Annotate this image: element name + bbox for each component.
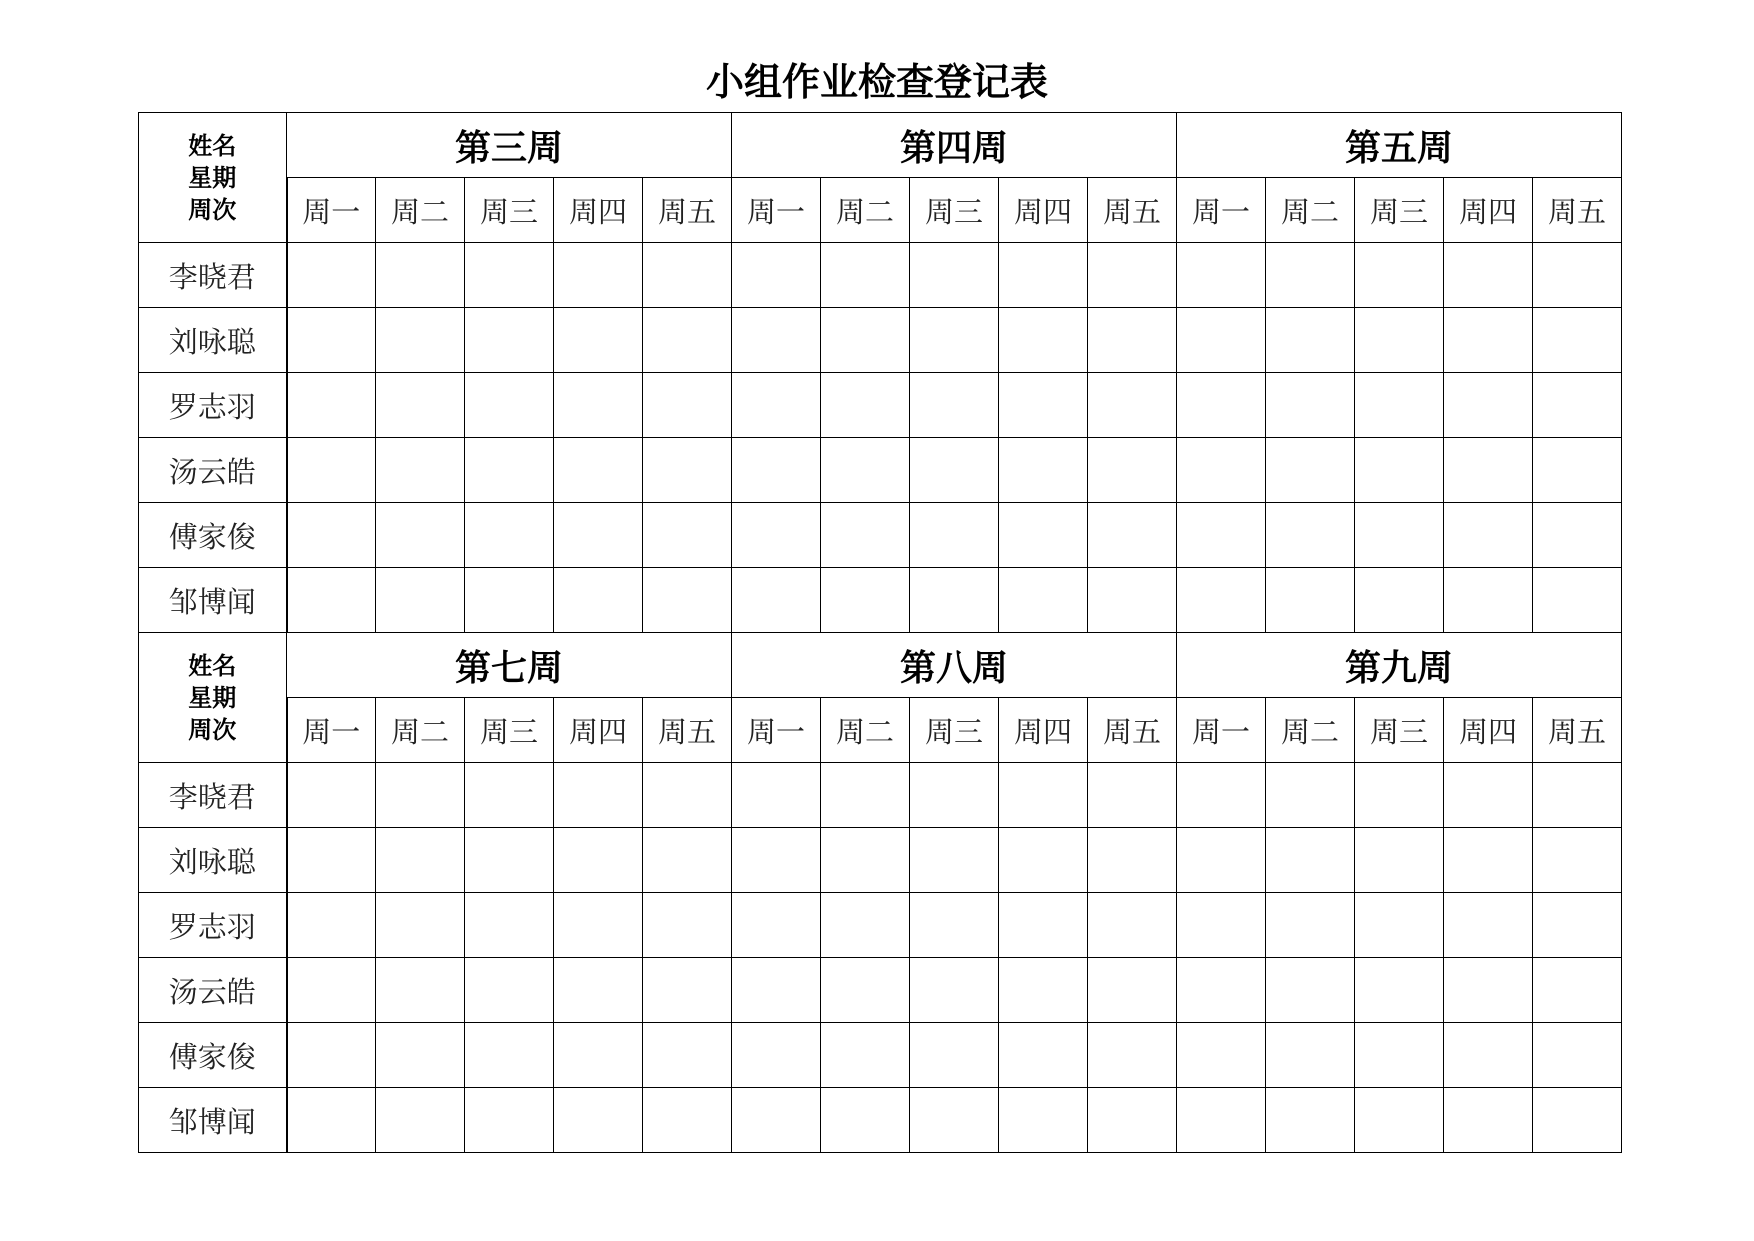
day-header: 周四 [1444,698,1533,763]
check-cell[interactable] [821,1023,910,1088]
student-name: 邹博闻 [139,1088,287,1153]
table-row [139,503,1622,568]
check-cell[interactable] [821,568,910,633]
header-corner-cell [139,633,287,763]
check-cell[interactable] [732,243,821,308]
check-cell[interactable] [554,1023,643,1088]
week-header: 第三周 [287,113,732,178]
header-corner-label: 星期 [188,162,237,192]
table-row [139,373,1622,438]
check-cell[interactable] [376,893,465,958]
check-cell[interactable] [1444,828,1533,893]
day-header-row [139,178,1622,243]
check-cell[interactable] [732,1088,821,1153]
check-cell[interactable] [1266,763,1355,828]
check-cell[interactable] [999,893,1088,958]
check-cell[interactable] [1177,1088,1266,1153]
check-cell[interactable] [376,243,465,308]
week-header-row [139,633,1622,698]
table-row [139,1088,1622,1153]
check-cell[interactable] [1177,828,1266,893]
check-cell[interactable] [999,1023,1088,1088]
check-cell[interactable] [643,373,732,438]
day-header: 周五 [643,178,732,243]
check-cell[interactable] [1444,763,1533,828]
check-cell[interactable] [732,373,821,438]
student-name: 傅家俊 [139,503,287,568]
day-header: 周一 [287,178,376,243]
day-header: 周一 [1177,698,1266,763]
check-cell[interactable] [643,763,732,828]
check-cell[interactable] [643,893,732,958]
check-cell[interactable] [1177,568,1266,633]
check-cell[interactable] [1533,373,1622,438]
check-cell[interactable] [376,568,465,633]
check-cell[interactable] [821,438,910,503]
check-cell[interactable] [1444,568,1533,633]
check-cell[interactable] [732,763,821,828]
check-cell[interactable] [1355,438,1444,503]
check-cell[interactable] [1355,568,1444,633]
table-row [139,958,1622,1023]
student-name: 刘咏聪 [139,828,287,893]
header-corner-label: 周次 [188,714,237,744]
check-cell[interactable] [1355,243,1444,308]
check-cell[interactable] [287,243,376,308]
student-name: 邹博闻 [139,568,287,633]
check-cell[interactable] [732,438,821,503]
check-cell[interactable] [999,243,1088,308]
check-cell[interactable] [732,1023,821,1088]
check-cell[interactable] [1355,308,1444,373]
check-cell[interactable] [1088,893,1177,958]
check-cell[interactable] [1266,308,1355,373]
check-cell[interactable] [732,828,821,893]
check-cell[interactable] [999,763,1088,828]
check-cell[interactable] [287,373,376,438]
check-cell[interactable] [999,503,1088,568]
check-cell[interactable] [1177,503,1266,568]
check-cell[interactable] [732,893,821,958]
check-cell[interactable] [643,828,732,893]
check-cell[interactable] [1444,958,1533,1023]
check-cell[interactable] [1088,1023,1177,1088]
check-cell[interactable] [910,243,999,308]
check-cell[interactable] [554,308,643,373]
check-cell[interactable] [910,308,999,373]
check-cell[interactable] [732,958,821,1023]
check-cell[interactable] [1088,763,1177,828]
check-cell[interactable] [999,373,1088,438]
check-cell[interactable] [376,958,465,1023]
check-cell[interactable] [465,958,554,1023]
day-header: 周四 [999,178,1088,243]
check-cell[interactable] [1355,1088,1444,1153]
table-row [139,828,1622,893]
week-header: 第四周 [732,113,1177,178]
check-cell[interactable] [1355,763,1444,828]
check-cell[interactable] [910,1088,999,1153]
check-cell[interactable] [643,1088,732,1153]
check-cell[interactable] [1266,1088,1355,1153]
check-cell[interactable] [1444,438,1533,503]
check-cell[interactable] [732,308,821,373]
day-header: 周一 [732,698,821,763]
check-cell[interactable] [554,958,643,1023]
day-header: 周二 [376,698,465,763]
check-cell[interactable] [1355,893,1444,958]
check-cell[interactable] [1444,243,1533,308]
check-cell[interactable] [910,763,999,828]
check-cell[interactable] [1533,308,1622,373]
check-cell[interactable] [1533,503,1622,568]
table-row [139,568,1622,633]
check-cell[interactable] [1533,1088,1622,1153]
header-corner-label: 周次 [188,194,237,224]
check-cell[interactable] [1533,1023,1622,1088]
week-header: 第七周 [287,633,732,698]
day-header: 周二 [376,178,465,243]
check-cell[interactable] [643,438,732,503]
check-cell[interactable] [910,958,999,1023]
check-cell[interactable] [554,893,643,958]
check-cell[interactable] [287,1023,376,1088]
day-header: 周四 [1444,178,1533,243]
student-name: 汤云皓 [139,958,287,1023]
check-cell[interactable] [910,373,999,438]
student-name: 罗志羽 [139,373,287,438]
day-header: 周五 [1533,698,1622,763]
week-header: 第八周 [732,633,1177,698]
check-cell[interactable] [1177,308,1266,373]
check-cell[interactable] [821,958,910,1023]
check-cell[interactable] [910,503,999,568]
check-cell[interactable] [821,1088,910,1153]
check-cell[interactable] [1177,763,1266,828]
check-cell[interactable] [643,243,732,308]
check-cell[interactable] [1444,1023,1533,1088]
homework-check-table [138,112,1622,1153]
check-cell[interactable] [1533,243,1622,308]
check-cell[interactable] [821,828,910,893]
check-cell[interactable] [376,763,465,828]
day-header: 周四 [554,698,643,763]
day-header: 周二 [1266,698,1355,763]
day-header: 周一 [732,178,821,243]
student-name: 汤云皓 [139,438,287,503]
check-cell[interactable] [465,763,554,828]
day-header: 周一 [287,698,376,763]
check-cell[interactable] [465,308,554,373]
check-cell[interactable] [287,893,376,958]
page-title: 小组作业检查登记表 [705,59,1048,104]
check-cell[interactable] [1355,503,1444,568]
day-header: 周五 [1533,178,1622,243]
week-header-row [139,113,1622,178]
check-cell[interactable] [1088,243,1177,308]
check-cell[interactable] [1355,958,1444,1023]
check-cell[interactable] [1266,893,1355,958]
student-name: 李晓君 [139,243,287,308]
check-cell[interactable] [910,1023,999,1088]
check-cell[interactable] [554,503,643,568]
header-corner-cell [139,113,287,243]
day-header: 周三 [910,178,999,243]
check-cell[interactable] [1177,373,1266,438]
check-cell[interactable] [1088,1088,1177,1153]
check-cell[interactable] [732,568,821,633]
check-cell[interactable] [376,1088,465,1153]
student-name: 罗志羽 [139,893,287,958]
check-cell[interactable] [1533,893,1622,958]
student-name: 李晓君 [139,763,287,828]
check-cell[interactable] [1533,438,1622,503]
check-cell[interactable] [287,568,376,633]
check-cell[interactable] [999,568,1088,633]
check-cell[interactable] [465,1023,554,1088]
check-cell[interactable] [465,1088,554,1153]
check-cell[interactable] [376,503,465,568]
table-row [139,438,1622,503]
day-header: 周三 [1355,178,1444,243]
check-cell[interactable] [821,243,910,308]
check-cell[interactable] [821,503,910,568]
check-cell[interactable] [821,763,910,828]
check-cell[interactable] [821,308,910,373]
check-cell[interactable] [1266,568,1355,633]
check-cell[interactable] [554,438,643,503]
day-header-row [139,698,1622,763]
check-cell[interactable] [1355,828,1444,893]
check-cell[interactable] [465,893,554,958]
check-cell[interactable] [465,373,554,438]
header-corner-label: 姓名 [188,650,237,680]
check-cell[interactable] [1088,373,1177,438]
check-cell[interactable] [287,308,376,373]
day-header: 周五 [643,698,732,763]
check-cell[interactable] [1088,568,1177,633]
check-cell[interactable] [376,438,465,503]
table-row [139,893,1622,958]
check-cell[interactable] [1533,568,1622,633]
check-cell[interactable] [1266,438,1355,503]
check-cell[interactable] [1177,1023,1266,1088]
check-cell[interactable] [554,1088,643,1153]
check-cell[interactable] [1088,438,1177,503]
check-cell[interactable] [1266,243,1355,308]
check-cell[interactable] [554,763,643,828]
check-cell[interactable] [999,958,1088,1023]
student-name: 傅家俊 [139,1023,287,1088]
week-header: 第五周 [1177,113,1622,178]
check-cell[interactable] [1088,828,1177,893]
check-cell[interactable] [910,893,999,958]
check-cell[interactable] [376,1023,465,1088]
week-header: 第九周 [1177,633,1622,698]
check-cell[interactable] [1177,438,1266,503]
check-cell[interactable] [1355,1023,1444,1088]
day-header: 周二 [821,698,910,763]
header-corner-label: 姓名 [188,130,237,160]
table-row [139,308,1622,373]
check-cell[interactable] [1088,308,1177,373]
check-cell[interactable] [287,438,376,503]
check-cell[interactable] [999,308,1088,373]
check-cell[interactable] [554,373,643,438]
check-cell[interactable] [1444,308,1533,373]
check-cell[interactable] [643,503,732,568]
check-cell[interactable] [1444,503,1533,568]
check-cell[interactable] [1444,1088,1533,1153]
check-cell[interactable] [1177,243,1266,308]
check-cell[interactable] [1266,958,1355,1023]
check-cell[interactable] [643,308,732,373]
check-cell[interactable] [287,1088,376,1153]
student-name: 刘咏聪 [139,308,287,373]
check-cell[interactable] [643,1023,732,1088]
table-row [139,1023,1622,1088]
check-cell[interactable] [465,243,554,308]
check-cell[interactable] [554,828,643,893]
check-cell[interactable] [1444,893,1533,958]
check-cell[interactable] [1355,373,1444,438]
check-cell[interactable] [1533,958,1622,1023]
check-cell[interactable] [554,243,643,308]
check-cell[interactable] [1266,1023,1355,1088]
check-cell[interactable] [465,503,554,568]
day-header: 周三 [465,178,554,243]
table-row [139,243,1622,308]
check-cell[interactable] [1444,373,1533,438]
check-cell[interactable] [1533,828,1622,893]
check-cell[interactable] [1266,828,1355,893]
header-corner-label: 星期 [188,682,237,712]
check-cell[interactable] [376,373,465,438]
check-cell[interactable] [910,568,999,633]
check-cell[interactable] [376,828,465,893]
day-header: 周一 [1177,178,1266,243]
check-cell[interactable] [643,568,732,633]
check-cell[interactable] [287,503,376,568]
check-cell[interactable] [1533,763,1622,828]
check-cell[interactable] [1177,893,1266,958]
check-cell[interactable] [910,828,999,893]
check-cell[interactable] [821,893,910,958]
check-cell[interactable] [1266,373,1355,438]
check-cell[interactable] [999,438,1088,503]
day-header: 周二 [1266,178,1355,243]
table-row [139,763,1622,828]
check-cell[interactable] [732,503,821,568]
day-header: 周二 [821,178,910,243]
day-header: 周三 [1355,698,1444,763]
day-header: 周四 [999,698,1088,763]
day-header: 周三 [465,698,554,763]
check-cell[interactable] [643,958,732,1023]
day-header: 周五 [1088,178,1177,243]
check-cell[interactable] [465,568,554,633]
check-cell[interactable] [910,438,999,503]
check-cell[interactable] [376,308,465,373]
check-cell[interactable] [287,763,376,828]
check-cell[interactable] [1266,503,1355,568]
check-cell[interactable] [999,1088,1088,1153]
check-cell[interactable] [287,958,376,1023]
check-cell[interactable] [1177,958,1266,1023]
check-cell[interactable] [554,568,643,633]
check-cell[interactable] [1088,503,1177,568]
check-cell[interactable] [287,828,376,893]
check-cell[interactable] [999,828,1088,893]
check-cell[interactable] [465,438,554,503]
check-cell[interactable] [821,373,910,438]
check-cell[interactable] [1088,958,1177,1023]
day-header: 周四 [554,178,643,243]
check-cell[interactable] [465,828,554,893]
day-header: 周五 [1088,698,1177,763]
day-header: 周三 [910,698,999,763]
